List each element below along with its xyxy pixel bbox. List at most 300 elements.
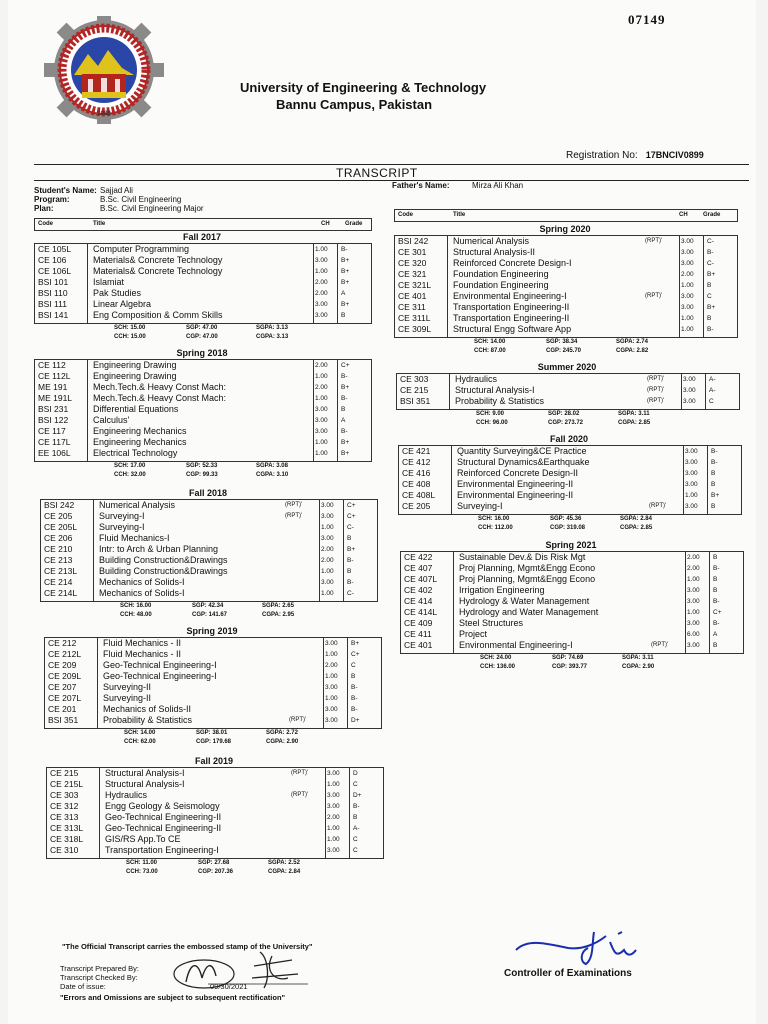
cumulative-credit-hours: CCH: 48.00: [120, 612, 152, 618]
course-code: CE 205L: [44, 522, 78, 532]
course-grade: B+: [341, 450, 350, 457]
course-grade: B: [713, 554, 718, 561]
university-name: University of Engineering & Technology: [240, 80, 487, 95]
course-grade: B-: [713, 565, 720, 572]
credit-hours: 3.00: [683, 376, 696, 383]
course-row: [395, 258, 737, 269]
course-code: CE 402: [404, 585, 433, 595]
course-code: CE 209: [48, 660, 77, 670]
course-title: Geo-Technical Engineering-I: [103, 660, 217, 670]
course-grade: A: [713, 631, 718, 638]
cumulative-credit-hours: CCH: 96.00: [476, 420, 508, 426]
credit-hours: 3.00: [321, 513, 334, 520]
header-grade: Grade: [345, 221, 363, 227]
semester-grade-points: SGP: 52.33: [186, 463, 218, 469]
course-grade: C-: [707, 238, 714, 245]
course-code: CE 214L: [44, 588, 78, 598]
course-code: CE 205: [44, 511, 73, 521]
course-grade: B-: [341, 395, 348, 402]
semester-gpa: SGPA: 3.11: [618, 411, 650, 417]
credit-hours: 3.00: [315, 417, 328, 424]
course-code: CE 320: [398, 258, 427, 268]
course-title: Mech.Tech.& Heavy Const Mach:: [93, 382, 227, 392]
course-title: Geo-Technical Engineering-I: [103, 671, 217, 681]
credit-hours: 3.00: [321, 579, 334, 586]
credit-hours: 3.00: [325, 717, 338, 724]
course-row: [395, 324, 737, 335]
semester-grade-points: SGP: 45.36: [550, 516, 582, 522]
course-code: CE 117L: [38, 437, 71, 447]
course-code: CE 207L: [48, 693, 82, 703]
course-code: CE 213: [44, 555, 73, 565]
course-row: [45, 671, 381, 682]
credit-hours: 3.00: [681, 304, 694, 311]
credit-hours: 2.00: [315, 279, 328, 286]
registration-number: 17BNCIV0899: [645, 150, 704, 160]
course-grade: B-: [347, 579, 354, 586]
repeat-mark: (RPT)': [645, 293, 663, 299]
course-table: [398, 445, 742, 515]
credit-hours: 1.00: [681, 326, 694, 333]
semester-name: Spring 2020: [539, 224, 591, 234]
controller-label: Controller of Examinations: [504, 968, 632, 979]
course-table: [400, 551, 744, 654]
course-code: CE 212L: [48, 649, 82, 659]
registration-label: Registration No:: [566, 150, 638, 161]
cumulative-grade-points: CGP: 319.08: [550, 525, 586, 531]
course-row: [47, 768, 383, 779]
cumulative-gpa: CGPA: 2.90: [266, 739, 299, 745]
course-row: [395, 236, 737, 247]
course-row: [401, 629, 743, 640]
plan-label: Plan:: [34, 204, 54, 213]
credit-hours: 2.00: [315, 290, 328, 297]
credit-hours: 2.00: [315, 362, 328, 369]
semester-name: Spring 2018: [176, 348, 228, 358]
course-grade: A: [341, 417, 346, 424]
course-table: [46, 767, 384, 859]
course-title: Surveying-I: [457, 501, 503, 511]
course-code: CE 414L: [404, 607, 438, 617]
credit-hours: 1.00: [327, 781, 340, 788]
course-code: CE 105L: [38, 244, 72, 254]
course-code: CE 313: [50, 812, 79, 822]
credit-hours: 2.00: [315, 384, 328, 391]
course-row: [399, 479, 741, 490]
course-code: CE 215: [50, 768, 79, 778]
course-code: CE 408: [402, 479, 431, 489]
course-title: Foundation Engineering: [453, 280, 549, 290]
course-row: [401, 607, 743, 618]
course-grade: B: [711, 470, 716, 477]
semester-credit-hours: SCH: 14.00: [474, 339, 506, 345]
course-title: Reinforced Concrete Design-II: [457, 468, 579, 478]
course-grade: B-: [707, 249, 714, 256]
course-title: Mechanics of Solids-I: [99, 588, 185, 598]
course-code: BSI 351: [48, 715, 79, 725]
course-title: Numerical Analysis: [99, 500, 176, 510]
cumulative-credit-hours: CCH: 112.00: [478, 525, 513, 531]
course-row: [47, 845, 383, 856]
course-grade: C: [353, 836, 358, 843]
course-title: Pak Studies: [93, 288, 142, 298]
credit-hours: 2.00: [687, 554, 700, 561]
course-grade: B+: [341, 439, 350, 446]
course-row: [399, 501, 741, 512]
course-code: CE 414: [404, 596, 433, 606]
course-code: CE 312: [50, 801, 79, 811]
credit-hours: 1.00: [325, 651, 338, 658]
cumulative-gpa: CGPA: 2.84: [268, 869, 301, 875]
registration-line: [566, 150, 704, 161]
credit-hours: 1.00: [327, 836, 340, 843]
credit-hours: 1.00: [315, 246, 328, 253]
course-title: Surveying-I: [99, 522, 145, 532]
student-name-label: Student's Name:: [34, 186, 97, 195]
header-ch: CH: [321, 221, 330, 227]
semester-credit-hours: SCH: 16.00: [120, 603, 152, 609]
course-row: [401, 596, 743, 607]
semester-name: Fall 2019: [194, 756, 234, 766]
course-grade: D+: [351, 717, 360, 724]
course-grade: B-: [351, 684, 358, 691]
course-code: CE 112L: [38, 371, 71, 381]
course-grade: B+: [347, 546, 356, 553]
course-title: Fluid Mechanics - II: [103, 649, 182, 659]
course-title: Structural Analysis-II: [453, 247, 536, 257]
course-grade: B+: [341, 301, 350, 308]
student-name: Sajjad Ali: [100, 186, 133, 195]
course-title: Surveying-II: [103, 693, 152, 703]
course-title: Proj Planning, Mgmt&Engg Econo: [459, 574, 596, 584]
credit-hours: 1.00: [325, 695, 338, 702]
course-code: BSI 242: [398, 236, 429, 246]
semester-grade-points: SGP: 38.34: [546, 339, 578, 345]
course-grade: C+: [347, 513, 356, 520]
course-grade: B+: [707, 271, 716, 278]
course-code: CE 313L: [50, 823, 84, 833]
course-grade: C: [353, 781, 358, 788]
course-row: [401, 552, 743, 563]
course-grade: B-: [351, 706, 358, 713]
credit-hours: 3.00: [687, 587, 700, 594]
course-code: CE 401: [398, 291, 427, 301]
cumulative-gpa: CGPA: 2.90: [622, 664, 655, 670]
course-grade: C-: [707, 260, 714, 267]
semester-gpa: SGPA: 2.84: [620, 516, 652, 522]
cumulative-grade-points: CGP: 141.67: [192, 612, 228, 618]
course-grade: B-: [347, 557, 354, 564]
course-code: CE 309L: [398, 324, 432, 334]
credit-hours: 3.00: [327, 792, 340, 799]
course-title: Structural Analysis-I: [455, 385, 535, 395]
credit-hours: 3.00: [327, 803, 340, 810]
course-code: CE 411: [404, 629, 432, 639]
course-row: [45, 638, 381, 649]
course-row: [399, 468, 741, 479]
course-grade: D: [353, 770, 358, 777]
course-grade: B-: [707, 326, 714, 333]
course-row: [45, 715, 381, 726]
cumulative-gpa: CGPA: 3.13: [256, 334, 289, 340]
credit-hours: 2.00: [321, 546, 334, 553]
course-grade: B-: [711, 459, 718, 466]
course-title: Surveying-I: [99, 511, 145, 521]
course-grade: B-: [713, 620, 720, 627]
course-grade: B: [353, 814, 358, 821]
course-code: CE 412: [402, 457, 431, 467]
course-code: CE 321L: [398, 280, 432, 290]
course-row: [41, 544, 377, 555]
semester-name: Fall 2017: [182, 232, 222, 242]
credit-hours: 1.00: [321, 524, 334, 531]
course-title: Building Construction&Drawings: [99, 566, 228, 576]
course-row: [35, 415, 371, 426]
course-grade: C: [353, 847, 358, 854]
course-row: [401, 574, 743, 585]
course-code: CE 212: [48, 638, 77, 648]
course-title: Environmental Engineering-I: [453, 291, 567, 301]
header-title: Title: [93, 221, 106, 227]
cumulative-gpa: CGPA: 2.85: [620, 525, 653, 531]
repeat-mark: (RPT)': [289, 717, 307, 723]
credit-hours: 2.00: [681, 271, 694, 278]
transcript-preparation-info: [60, 964, 139, 991]
course-code: CE 206: [44, 533, 73, 543]
semester-gpa: SGPA: 3.11: [622, 655, 654, 661]
course-grade: B: [711, 503, 716, 510]
course-row: [35, 371, 371, 382]
course-grade: C+: [713, 609, 722, 616]
course-row: [397, 385, 739, 396]
course-title: Transportation Engineering-I: [105, 845, 219, 855]
cumulative-grade-points: CGP: 273.72: [548, 420, 584, 426]
course-grade: B: [347, 535, 352, 542]
prepared-by-label: Transcript Prepared By:: [60, 964, 139, 973]
course-row: [395, 247, 737, 258]
course-grade: B: [713, 642, 718, 649]
course-row: [401, 640, 743, 651]
credit-hours: 3.00: [685, 481, 698, 488]
course-code: CE 207: [48, 682, 77, 692]
student-info: [34, 186, 204, 213]
course-row: [35, 310, 371, 321]
course-table: [40, 499, 378, 602]
father-name: Mirza Ali Khan: [472, 181, 524, 190]
course-title: Engineering Drawing: [93, 371, 177, 381]
header-code: Code: [38, 221, 53, 227]
course-table: [34, 243, 372, 324]
course-row: [395, 291, 737, 302]
course-title: Islamiat: [93, 277, 125, 287]
cumulative-grade-points: CGP: 207.36: [198, 869, 234, 875]
course-code: BSI 141: [38, 310, 69, 320]
course-row: [35, 360, 371, 371]
credit-hours: 3.00: [327, 770, 340, 777]
semester-grade-points: SGP: 47.00: [186, 325, 218, 331]
credit-hours: 3.00: [687, 642, 700, 649]
course-code: BSI 111: [38, 299, 67, 309]
course-code: CE 106L: [38, 266, 72, 276]
credit-hours: 3.00: [325, 640, 338, 647]
course-title: Numerical Analysis: [453, 236, 530, 246]
course-row: [35, 255, 371, 266]
course-title: Calculus': [93, 415, 130, 425]
course-table: [44, 637, 382, 729]
course-grade: B: [711, 481, 716, 488]
semester-credit-hours: SCH: 16.00: [478, 516, 510, 522]
divider: [34, 164, 749, 165]
header-ch: CH: [679, 212, 688, 218]
course-grade: A: [341, 290, 346, 297]
errors-note: "Errors and Omissions are subject to subsequent rectification": [60, 993, 286, 1002]
course-row: [35, 277, 371, 288]
course-row: [395, 302, 737, 313]
course-grade: B-: [341, 246, 348, 253]
seal-year: 1980: [97, 111, 111, 117]
credit-hours: 1.00: [315, 268, 328, 275]
course-title: Environmental Engineering-I: [459, 640, 573, 650]
credit-hours: 1.00: [321, 568, 334, 575]
credit-hours: 3.00: [681, 260, 694, 267]
semester-name: Spring 2021: [545, 540, 597, 550]
course-grade: B: [707, 282, 712, 289]
credit-hours: 3.00: [685, 459, 698, 466]
cumulative-credit-hours: CCH: 136.00: [480, 664, 516, 670]
semester-credit-hours: SCH: 24.00: [480, 655, 512, 661]
course-title: Engineering Drawing: [93, 360, 177, 370]
signature-stamp: [168, 948, 318, 994]
course-grade: B: [347, 568, 352, 575]
course-grade: C: [351, 662, 356, 669]
course-row: [35, 404, 371, 415]
semester-grade-points: SGP: 42.34: [192, 603, 224, 609]
course-grade: C-: [347, 524, 354, 531]
course-title: GIS/RS App.To CE: [105, 834, 181, 844]
course-title: Steel Structures: [459, 618, 524, 628]
course-row: [395, 313, 737, 324]
semester-gpa: SGPA: 2.72: [266, 730, 298, 736]
semester-credit-hours: SCH: 14.00: [124, 730, 156, 736]
cumulative-gpa: CGPA: 2.82: [616, 348, 649, 354]
header-code: Code: [398, 212, 413, 218]
course-row: [35, 426, 371, 437]
credit-hours: 3.00: [321, 535, 334, 542]
course-grade: C+: [351, 651, 360, 658]
credit-hours: 3.00: [315, 301, 328, 308]
cumulative-gpa: CGPA: 2.85: [618, 420, 651, 426]
credit-hours: 2.00: [687, 565, 700, 572]
semester-grade-points: SGP: 27.68: [198, 860, 230, 866]
course-title: Electrical Technology: [93, 448, 178, 458]
course-grade: A-: [709, 376, 716, 383]
course-row: [35, 244, 371, 255]
course-code: CE 215L: [50, 779, 84, 789]
course-code: CE 409: [404, 618, 433, 628]
credit-hours: 1.00: [687, 576, 700, 583]
course-row: [35, 393, 371, 404]
course-row: [45, 704, 381, 715]
document-title: TRANSCRIPT: [336, 166, 418, 180]
course-code: CE 117: [38, 426, 66, 436]
course-title: Mech.Tech.& Heavy Const Mach:: [93, 393, 227, 403]
credit-hours: 1.00: [681, 315, 694, 322]
course-row: [401, 563, 743, 574]
credit-hours: 3.00: [685, 470, 698, 477]
course-grade: B-: [711, 448, 718, 455]
course-title: Computer Programming: [93, 244, 190, 254]
program-value: B.Sc. Civil Engineering: [100, 195, 182, 204]
course-title: Quantity Surveying&CE Practice: [457, 446, 587, 456]
course-grade: D+: [353, 792, 362, 799]
course-grade: B-: [351, 695, 358, 702]
credit-hours: 6.00: [687, 631, 700, 638]
course-row: [41, 577, 377, 588]
course-row: [41, 500, 377, 511]
course-row: [41, 511, 377, 522]
course-grade: B+: [341, 384, 350, 391]
credit-hours: 3.00: [325, 684, 338, 691]
course-title: Engg Geology & Seismology: [105, 801, 220, 811]
credit-hours: 3.00: [327, 847, 340, 854]
course-row: [395, 280, 737, 291]
credit-hours: 3.00: [681, 249, 694, 256]
course-code: CE 407L: [404, 574, 438, 584]
course-title: Environmental Engineering-II: [457, 490, 574, 500]
course-title: Probability & Statistics: [103, 715, 193, 725]
left-column-header: [34, 218, 372, 231]
credit-hours: 2.00: [325, 662, 338, 669]
course-row: [35, 288, 371, 299]
course-grade: B+: [707, 304, 716, 311]
semester-gpa: SGPA: 2.65: [262, 603, 294, 609]
cumulative-grade-points: CGP: 393.77: [552, 664, 588, 670]
cumulative-credit-hours: CCH: 32.00: [114, 472, 146, 478]
course-code: BSI 231: [38, 404, 69, 414]
credit-hours: 1.00: [315, 395, 328, 402]
course-code: CE 106: [38, 255, 67, 265]
course-code: BSI 351: [400, 396, 431, 406]
course-row: [35, 382, 371, 393]
credit-hours: 1.00: [315, 439, 328, 446]
course-grade: B+: [341, 268, 350, 275]
course-row: [47, 801, 383, 812]
semester-grade-points: SGP: 74.69: [552, 655, 584, 661]
course-title: Mechanics of Solids-I: [99, 577, 185, 587]
issue-date: 09/30/2021: [210, 982, 248, 991]
course-grade: B+: [351, 640, 360, 647]
controller-signature: [508, 928, 646, 968]
course-code: CE 215: [400, 385, 429, 395]
right-column-header: [394, 209, 738, 222]
course-code: CE 422: [404, 552, 433, 562]
cumulative-grade-points: CGP: 245.70: [546, 348, 582, 354]
course-code: CE 214: [44, 577, 73, 587]
university-seal-icon: [34, 16, 180, 124]
cumulative-gpa: CGPA: 2.95: [262, 612, 295, 618]
course-title: Intr: to Arch & Urban Planning: [99, 544, 219, 554]
course-grade: B+: [341, 279, 350, 286]
course-code: ME 191: [38, 382, 68, 392]
course-title: Materials& Concrete Technology: [93, 255, 223, 265]
repeat-mark: (RPT)': [291, 770, 309, 776]
course-code: CE 210: [44, 544, 73, 554]
course-code: CE 301: [398, 247, 427, 257]
course-title: Geo-Technical Engineering-II: [105, 823, 222, 833]
course-row: [41, 588, 377, 599]
course-title: Fluid Mechanics - II: [103, 638, 182, 648]
course-code: ME 191L: [38, 393, 73, 403]
